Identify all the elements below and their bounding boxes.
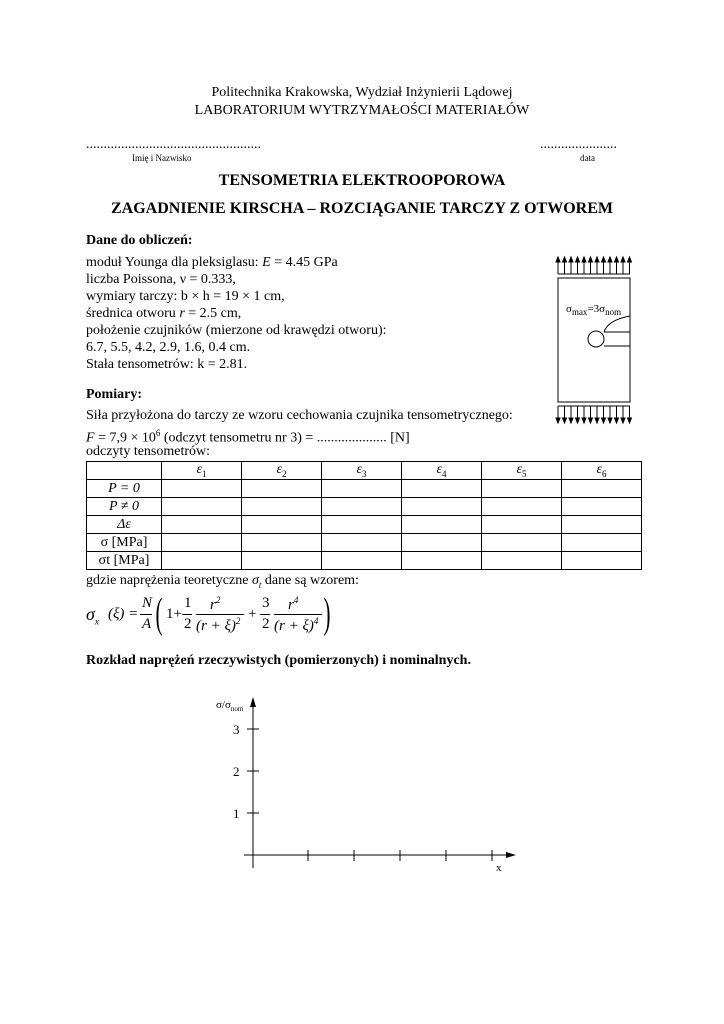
- name-label: Imię i Nazwisko: [132, 153, 192, 163]
- arrow-head: [628, 418, 632, 423]
- arrow-head: [576, 257, 580, 262]
- chart-xlabel: x: [496, 862, 502, 874]
- col-eps6: $\varepsilon_6$: [562, 462, 642, 480]
- formula-intro: gdzie naprężenia teoretyczne $\sigma_t$ dane są wzorem:: [86, 573, 359, 590]
- date-dots: ......................: [540, 137, 617, 152]
- plate-diagram: [550, 252, 640, 428]
- arrow-head: [582, 418, 586, 423]
- kirsch-formula: $\sigma_x$ (ξ) = N A ( 1+ 1 2 $r^2$ $(r + \xi)^2$ + 3 2 $r^4$ $(r + \xi)^4$ ): [86, 591, 331, 637]
- stress-curve: [604, 316, 630, 332]
- arrow-head: [608, 418, 612, 423]
- y-tick-label: 3: [233, 722, 240, 737]
- x-axis-arrow: [506, 852, 516, 858]
- dane-line-poisson: liczba Poissona, ν = 0.333,: [86, 272, 236, 287]
- table-row: [87, 498, 642, 516]
- y-tick-label: 1: [233, 806, 240, 821]
- row-label-pneq0: P ≠ 0: [87, 498, 162, 516]
- arrow-head: [595, 257, 599, 262]
- dane-line-positions: położenie czujników (mierzone od krawędzi otworu):: [86, 323, 387, 338]
- arrow-head: [556, 418, 560, 423]
- dane-line-k: Stała tensometrów: k = 2.81.: [86, 357, 248, 372]
- date-label: data: [580, 153, 595, 163]
- row-label-sigmat: σt [MPa]: [87, 552, 162, 570]
- arrow-head: [589, 257, 593, 262]
- table-row: [87, 516, 642, 534]
- pomiary-heading: Pomiary:: [86, 387, 142, 402]
- arrow-head: [576, 418, 580, 423]
- table-row: [87, 480, 642, 498]
- table-header-row: [87, 462, 642, 480]
- dane-line-values: 6.7, 5.5, 4.2, 2.9, 1.6, 0.4 cm.: [86, 340, 251, 355]
- col-eps1: $\varepsilon_1$: [162, 462, 242, 480]
- page-title: TENSOMETRIA ELEKTROOPOROWA: [218, 172, 506, 189]
- hole: [588, 331, 604, 347]
- col-eps5: $\varepsilon_5$: [482, 462, 562, 480]
- chart-ylabel: $\sigma/\sigma_{nom}$: [216, 699, 244, 713]
- arrow-head: [615, 257, 619, 262]
- row-label-sigma: σ [MPa]: [87, 534, 162, 552]
- pomiary-readings-label: odczyty tensometrów:: [86, 444, 211, 459]
- dane-line-young: moduł Younga dla pleksiglasu: E = 4.45 GPa: [86, 255, 338, 270]
- name-dots: ..................................................: [86, 137, 261, 152]
- plate-outline: [558, 278, 630, 402]
- stress-chart: [200, 685, 530, 880]
- readings-table: [86, 461, 642, 570]
- tension-arrows-top: [556, 257, 632, 274]
- dane-heading: Dane do obliczeń:: [86, 233, 193, 248]
- pomiary-force-line: $F = 7,9 \times 10^6$ (odczyt tensometru nr 3) = .................... [N]: [86, 428, 410, 446]
- table-row: [87, 534, 642, 552]
- row-label-deps: Δε: [87, 516, 162, 534]
- arrow-head: [569, 418, 573, 423]
- arrow-head: [563, 257, 567, 262]
- arrow-head: [589, 418, 593, 423]
- lab-name: LABORATORIUM WYTRZYMAŁOŚCI MATERIAŁÓW: [194, 103, 530, 118]
- y-axis-arrow: [250, 697, 256, 707]
- institution-line: Politechnika Krakowska, Wydział Inżynierii Lądowej: [211, 85, 513, 100]
- col-eps4: $\varepsilon_4$: [402, 462, 482, 480]
- arrow-head: [608, 257, 612, 262]
- dane-line-hole: średnica otworu r = 2.5 cm,: [86, 306, 242, 321]
- arrow-head: [602, 418, 606, 423]
- page-subtitle: ZAGADNIENIE KIRSCHA – ROZCIĄGANIE TARCZY Z OTWOREM: [111, 200, 613, 217]
- y-tick-label: 2: [233, 764, 240, 779]
- arrow-head: [582, 257, 586, 262]
- col-eps3: $\varepsilon_3$: [322, 462, 402, 480]
- arrow-head: [621, 418, 625, 423]
- dane-line-dims: wymiary tarczy: b × h = 19 × 1 cm,: [86, 289, 285, 304]
- arrow-head: [563, 418, 567, 423]
- arrow-head: [595, 418, 599, 423]
- arrow-head: [628, 257, 632, 262]
- distribution-heading: Rozkład naprężeń rzeczywistych (pomierzonych) i nominalnych.: [86, 653, 471, 668]
- arrow-head: [615, 418, 619, 423]
- table-row: [87, 552, 642, 570]
- tension-arrows-bottom: [556, 406, 632, 423]
- arrow-head: [621, 257, 625, 262]
- smax-label: $\sigma_{max}=3\sigma_{nom}$: [566, 303, 622, 318]
- pomiary-force-desc: Siła przyłożona do tarczy ze wzoru cechowania czujnika tensometrycznego:: [86, 408, 513, 423]
- arrow-head: [569, 257, 573, 262]
- arrow-head: [602, 257, 606, 262]
- arrow-head: [556, 257, 560, 262]
- row-label-p0: P = 0: [87, 480, 162, 498]
- col-eps2: $\varepsilon_2$: [242, 462, 322, 480]
